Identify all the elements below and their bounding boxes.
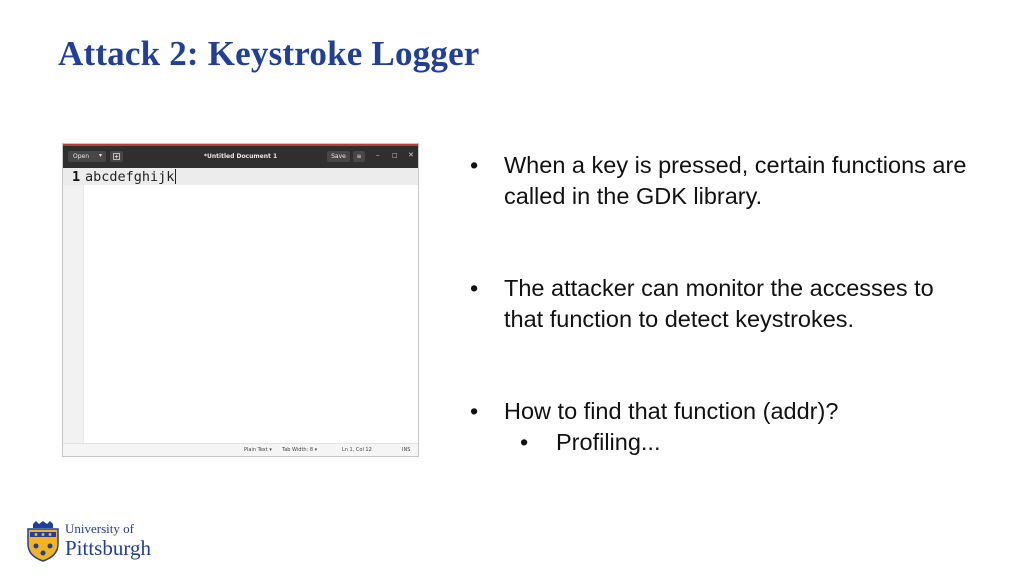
logo-wordmark [65,522,151,560]
text-editor-screenshot [62,143,419,457]
typed-text: abcdefghijk [85,169,175,185]
university-logo [25,520,165,566]
bullet-text: How to find that function (addr)? [504,398,839,424]
line-number-gutter [63,168,84,444]
bullet-dot-icon: • [520,429,529,455]
save-button[interactable] [327,151,350,162]
bullet-dot-icon: • [470,275,479,301]
slide-title: Attack 2: Keystroke Logger [58,34,480,73]
sub-bullet-text: Profiling... [556,429,661,455]
chevron-down-icon: ▾ [98,152,102,159]
menu-button[interactable] [353,151,365,162]
open-button-label: Open [73,153,90,160]
save-button-label: Save [331,153,346,160]
editor-header-bar [63,146,418,168]
university-crest-icon [25,520,61,562]
editor-line-text[interactable] [85,169,176,185]
bullet-text: When a key is pressed, certain functions are called in the GDK library. [504,152,967,209]
editor-text-area[interactable] [63,168,418,444]
maximize-icon[interactable]: □ [392,152,398,159]
line-number: 1 [72,169,81,185]
insert-mode-indicator: INS [402,447,411,453]
tab-width-selector[interactable]: Tab Width: 8 ▾ [282,447,318,453]
close-icon[interactable]: ✕ [408,151,414,159]
text-cursor [175,169,176,184]
bullet-dot-icon: • [470,398,479,424]
language-selector[interactable]: Plain Text ▾ [244,447,272,453]
document-title: *Untitled Document 1 [203,153,278,160]
editor-status-bar [63,443,418,456]
minimize-icon[interactable]: – [376,151,380,159]
logo-line-1: University of [65,521,134,536]
hamburger-menu-icon: ≡ [356,153,362,160]
bullet-text: The attacker can monitor the accesses to that function to detect keystrokes. [504,275,934,332]
cursor-position: Ln 1, Col 12 [342,447,372,453]
bullet-dot-icon: • [470,152,479,178]
logo-line-2: Pittsburgh [65,536,151,560]
